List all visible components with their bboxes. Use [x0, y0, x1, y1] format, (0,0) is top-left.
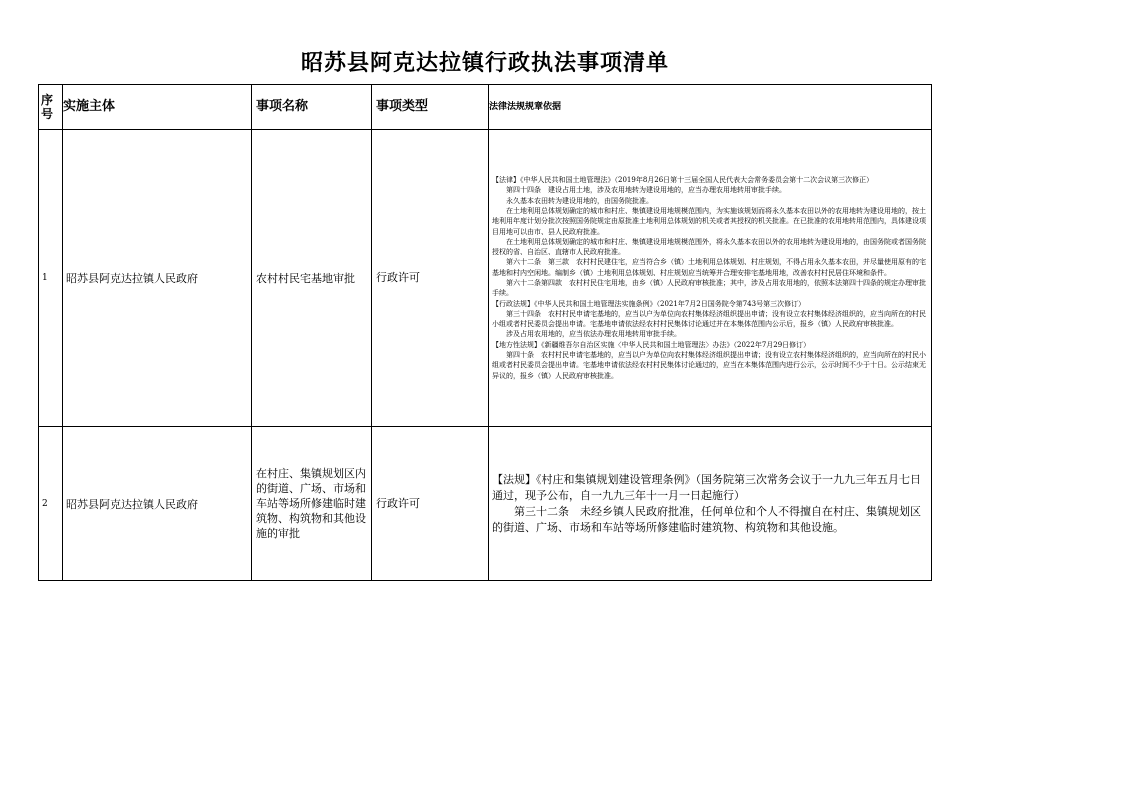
law-paragraph: 第四十条 农村村民申请宅基地的，应当以户为单位向农村集体经济组织提出申请；没有设立农村集体经济组织的，应当向所在的村民小组或者村民委员会提出申请。宅基地申请依法经农村村民集体讨论通过的，应当在本集体范围内进行公示，公示时间不少于十日。公示结束无异议的，报乡（镇）人民政府审核批准。	[492, 351, 926, 380]
law-paragraph: 【行政法规】《中华人民共和国土地管理法实施条例》（2021年7月2日国务院令第743号第三次修订）	[492, 299, 806, 308]
enforcement-table	[38, 84, 932, 581]
row-subject: 昭苏县阿克达拉镇人民政府	[63, 130, 252, 427]
table-header-row	[39, 85, 932, 130]
row-item-type: 行政许可	[372, 427, 489, 581]
law-paragraph: 在土地利用总体规划确定的城市和村庄、集镇建设用地规模范围外，将永久基本农田以外的农用地转为建设用地的，由国务院或者国务院授权的省、自治区、直辖市人民政府批准。	[492, 237, 926, 257]
law-paragraph: 第六十二条第四款 农村村民住宅用地，由乡（镇）人民政府审核批准；其中，涉及占用农用地的，依照本法第四十四条的规定办理审批手续。	[492, 279, 926, 298]
row-number: 1	[39, 130, 63, 427]
row-subject: 昭苏县阿克达拉镇人民政府	[63, 427, 252, 581]
header-law: 法律法规规章依据	[489, 85, 932, 130]
table-row	[39, 427, 932, 581]
page-title: 昭苏县阿克达拉镇行政执法事项清单	[300, 50, 669, 76]
law-paragraph: 第三十二条 未经乡镇人民政府批准，任何单位和个人不得擅自在村庄、集镇规划区的街道、广场、市场和车站等场所修建临时建筑物、构筑物和其他设施。	[492, 504, 921, 534]
law-paragraph: 第四十四条 建设占用土地，涉及农用地转为建设用地的，应当办理农用地转用审批手续。	[506, 186, 786, 195]
header-name: 事项名称	[252, 85, 372, 130]
law-paragraph: 第六十二条 第三款 农村村民建住宅，应当符合乡（镇）土地利用总体规划、村庄规划，不得占用永久基本农田，并尽量使用原有的宅基地和村内空闲地。编制乡（镇）土地利用总体规划、村庄规划应当统筹并合理安排宅基地用地，改善农村村民居住环境和条件。	[492, 258, 926, 277]
law-paragraph: 【法律】《中华人民共和国土地管理法》（2019年8月26日第十三届全国人民代表大会常务委员会第十二次会议第三次修正）	[492, 176, 874, 185]
law-paragraph: 【地方性法规】《新疆维吾尔自治区实施〈中华人民共和国土地管理法〉办法》（2022年7月29日修订）	[492, 340, 811, 349]
law-paragraph: 【法规】《村庄和集镇规划建设管理条例》（国务院第三次常务会议于一九九三年五月七日通过，现予公布，自一九九三年十一月一日起施行）	[492, 472, 921, 502]
header-type: 事项类型	[372, 85, 489, 130]
law-paragraph: 涉及占用农用地的，应当依法办理农用地转用审批手续。	[506, 330, 681, 339]
law-paragraph: 第三十四条 农村村民申请宅基地的，应当以户为单位向农村集体经济组织提出申请；没有设立农村集体经济组织的，应当向所在的村民小组或者村民委员会提出申请。宅基地申请依法经农村村民集体讨论通过并在本集体范围内公示后，报乡（镇）人民政府审核批准。	[492, 309, 926, 329]
row-legal-basis	[489, 427, 932, 581]
header-subject: 实施主体	[63, 85, 252, 130]
law-paragraph: 在土地利用总体规划确定的城市和村庄、集镇建设用地规模范围内，为实施该规划而将永久基本农田以外的农用地转为建设用地的，按土地利用年度计划分批次按照国务院规定由原批准土地利用总体规划的机关或者其授权的机关批准。在已批准的农用地转用范围内，具体建设项目用地可以由市、县人民政府批准。	[492, 206, 926, 236]
header-no: 序号	[39, 85, 63, 130]
row-item-name: 农村村民宅基地审批	[252, 130, 372, 427]
row-number: 2	[39, 427, 63, 581]
table-row	[39, 130, 932, 427]
row-item-name: 在村庄、集镇规划区内的街道、广场、市场和车站等场所修建临时建筑物、构筑物和其他设施的审批	[252, 427, 372, 581]
law-paragraph: 永久基本农田转为建设用地的，由国务院批准。	[506, 196, 653, 205]
row-item-type: 行政许可	[372, 130, 489, 427]
row-legal-basis	[489, 130, 932, 427]
